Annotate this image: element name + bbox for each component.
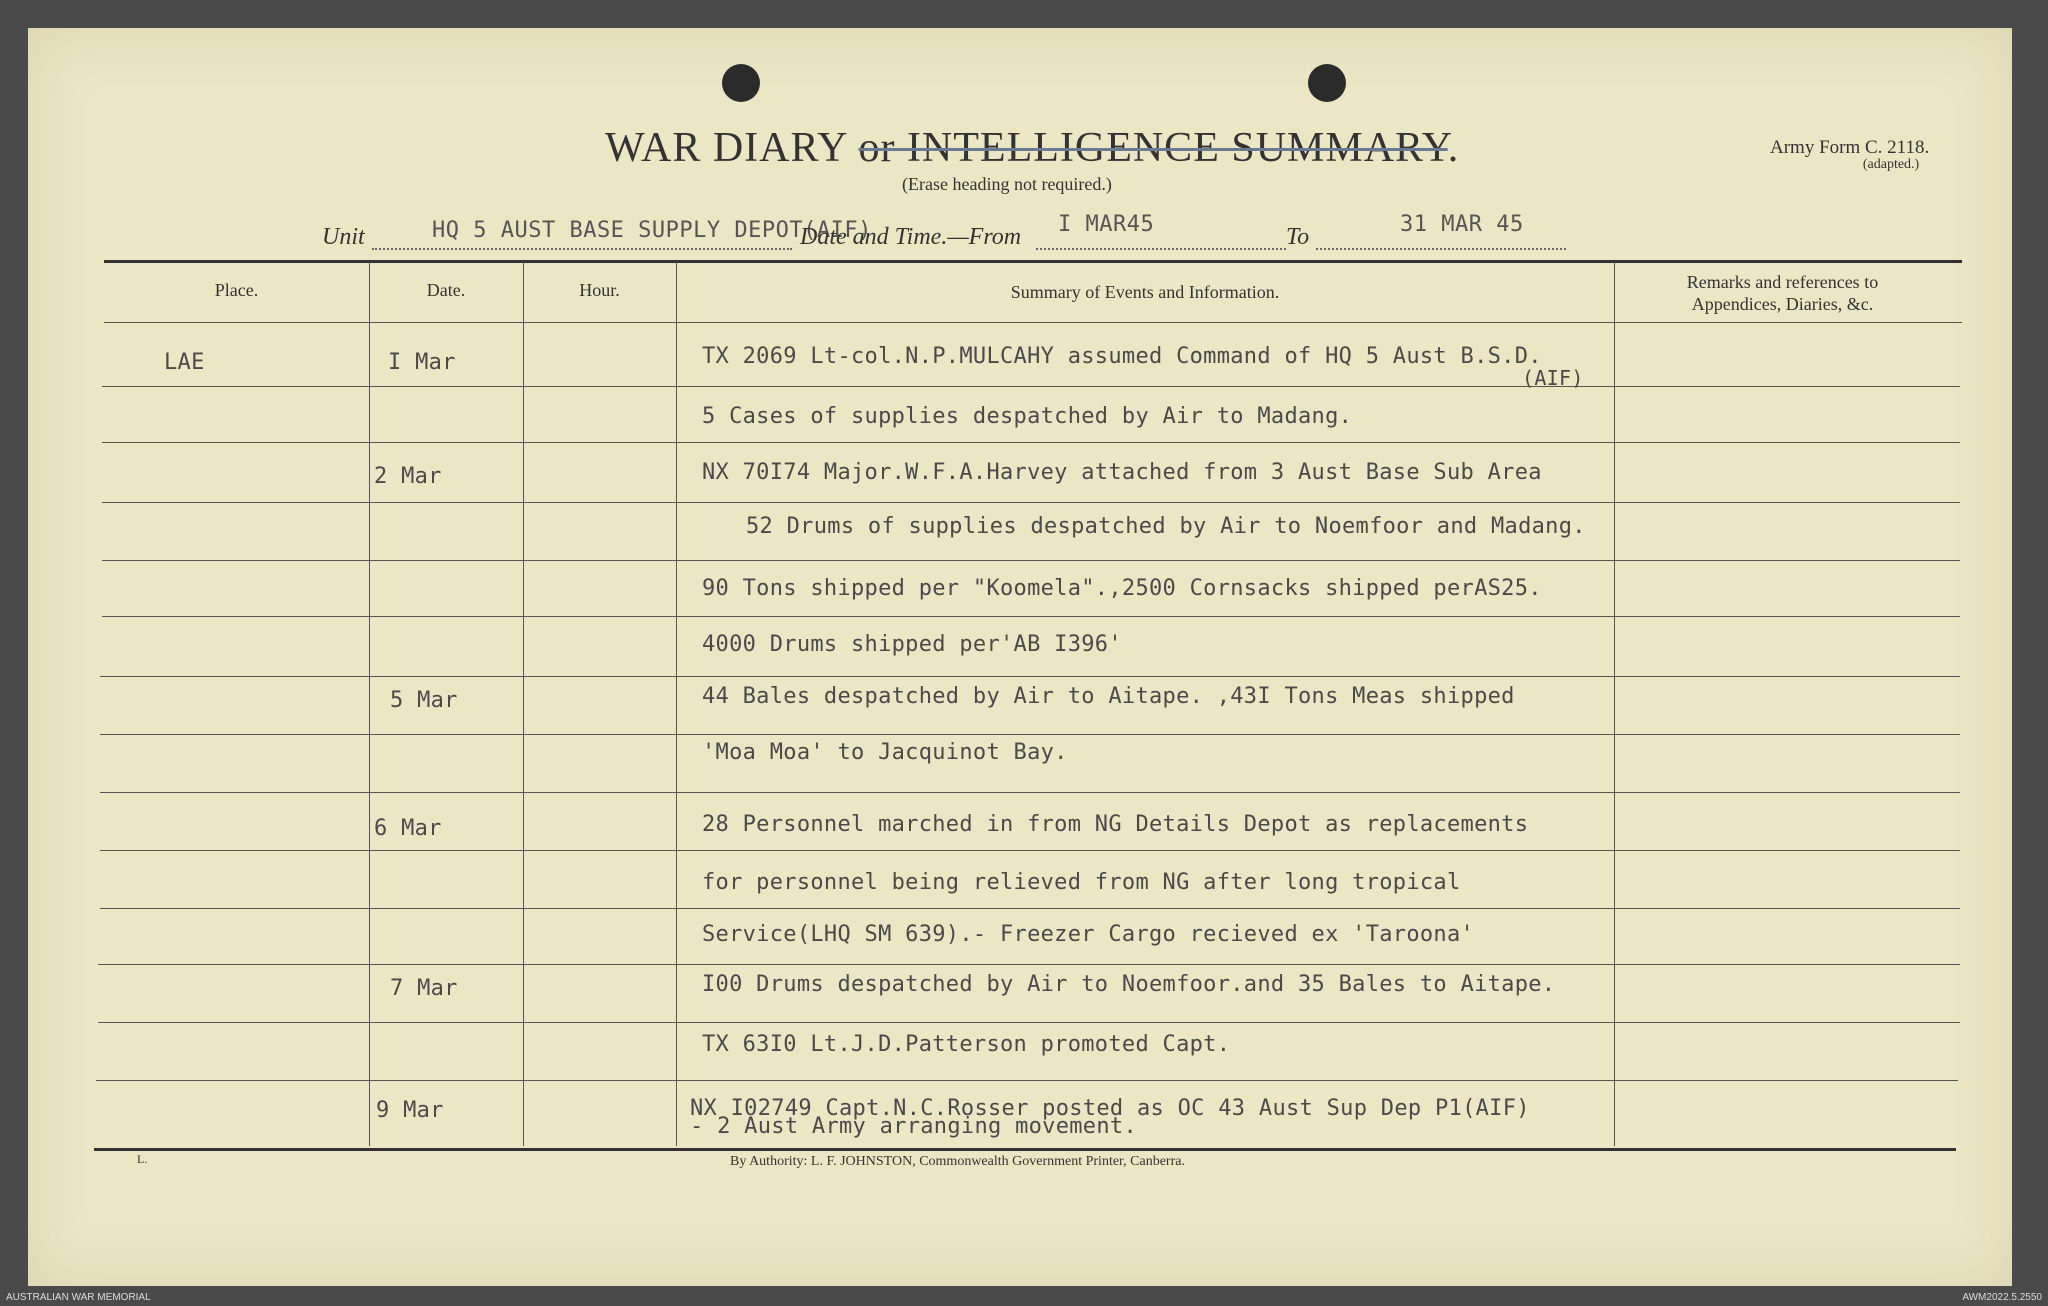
- table-top-rule: [104, 260, 1962, 263]
- unit-dotted-line: [372, 248, 792, 250]
- to-value: 31 MAR 45: [1400, 212, 1524, 237]
- row-date: I Mar: [388, 350, 456, 375]
- col-divider-date: [523, 262, 524, 1146]
- row-rule: [102, 502, 1960, 503]
- from-value: I MAR45: [1058, 212, 1155, 237]
- col-divider-hour: [676, 262, 677, 1146]
- row-summary: 5 Cases of supplies despatched by Air to Madang.: [702, 404, 1353, 429]
- row-summary: 90 Tons shipped per "Koomela".,2500 Cornsacks shipped perAS25.: [702, 576, 1542, 601]
- row-rule: [102, 560, 1960, 561]
- row-summary: NX I02749 Capt.N.C.Rosser posted as OC 43 Aust Sup Dep P1(AIF): [690, 1096, 1530, 1121]
- to-dotted-line: [1316, 248, 1566, 250]
- form-number-text: Army Form C. 2118.: [1770, 137, 1930, 158]
- row-date: 5 Mar: [390, 688, 458, 713]
- footer-mark: L.: [137, 1152, 148, 1166]
- row-rule: [100, 792, 1960, 793]
- col-header-date: Date.: [426, 280, 466, 300]
- table-bottom-rule: [94, 1148, 1956, 1151]
- from-label: Date and Time.—From: [800, 224, 1022, 250]
- row-date: 7 Mar: [390, 976, 458, 1001]
- row-rule: [100, 734, 1960, 735]
- row-rule: [102, 386, 1960, 387]
- row-place: LAE: [164, 350, 205, 375]
- row-rule: [102, 442, 1960, 443]
- row-rule: [100, 676, 1960, 677]
- row-summary: 4000 Drums shipped per'AB I396': [702, 632, 1122, 657]
- subtitle: (Erase heading not required.): [902, 174, 1112, 194]
- unit-label: Unit: [322, 224, 365, 250]
- col-divider-summary: [1614, 262, 1615, 1146]
- col-header-summary: Summary of Events and Information.: [1010, 282, 1280, 302]
- form-note: (adapted.): [1862, 156, 1920, 172]
- row-rule: [98, 964, 1960, 965]
- title-struck: or INTELLIGENCE SUMMARY: [858, 125, 1448, 171]
- form-number: [1770, 138, 1929, 173]
- col-header-remarks: Remarks and references to Appendices, Diaries, &c.: [1686, 272, 1879, 314]
- row-rule: [96, 1080, 1958, 1081]
- col-header-hour: Hour.: [579, 280, 620, 300]
- row-rule: [104, 322, 1962, 323]
- title-main: WAR DIARY: [605, 125, 847, 171]
- row-note: (AIF): [1522, 366, 1584, 390]
- printer-authority: By Authority: L. F. JOHNSTON, Commonwealth Government Printer, Canberra.: [730, 1154, 1185, 1169]
- credit-right: AWM2022.5.2550: [1962, 1292, 2042, 1303]
- row-summary: TX 2069 Lt-col.N.P.MULCAHY assumed Command of HQ 5 Aust B.S.D.: [702, 344, 1542, 369]
- to-label: To: [1286, 224, 1310, 250]
- row-summary: 28 Personnel marched in from NG Details Depot as replacements: [702, 812, 1529, 837]
- row-summary: 44 Bales despatched by Air to Aitape. ,43I Tons Meas shipped: [702, 684, 1515, 709]
- row-summary-continued: - 2 Aust Army arranging movement.: [690, 1114, 1137, 1139]
- row-summary: Service(LHQ SM 639).- Freezer Cargo recieved ex 'Taroona': [702, 922, 1475, 947]
- page-title: [605, 124, 1459, 172]
- col-divider-place: [369, 262, 370, 1146]
- credit-left: AUSTRALIAN WAR MEMORIAL: [6, 1292, 151, 1303]
- row-summary: 'Moa Moa' to Jacquinot Bay.: [702, 740, 1068, 765]
- title-end: .: [1447, 125, 1460, 171]
- row-rule: [102, 616, 1960, 617]
- row-summary: NX 70I74 Major.W.F.A.Harvey attached from 3 Aust Base Sub Area: [702, 460, 1542, 485]
- row-date: 2 Mar: [374, 464, 442, 489]
- from-dotted-line: [1036, 248, 1286, 250]
- row-summary: TX 63I0 Lt.J.D.Patterson promoted Capt.: [702, 1032, 1231, 1057]
- row-date: 9 Mar: [376, 1098, 444, 1123]
- row-date: 6 Mar: [374, 816, 442, 841]
- col-header-place: Place.: [214, 280, 259, 300]
- punch-hole-left: [722, 64, 760, 102]
- row-summary: I00 Drums despatched by Air to Noemfoor.and 35 Bales to Aitape.: [702, 972, 1556, 997]
- row-summary: 52 Drums of supplies despatched by Air to Noemfoor and Madang.: [746, 514, 1586, 539]
- punch-hole-right: [1308, 64, 1346, 102]
- unit-value: HQ 5 AUST BASE SUPPLY DEPOT(AIF): [432, 218, 872, 243]
- row-rule: [98, 1022, 1960, 1023]
- row-summary: for personnel being relieved from NG after long tropical: [702, 870, 1461, 895]
- row-rule: [100, 908, 1960, 909]
- row-rule: [100, 850, 1960, 851]
